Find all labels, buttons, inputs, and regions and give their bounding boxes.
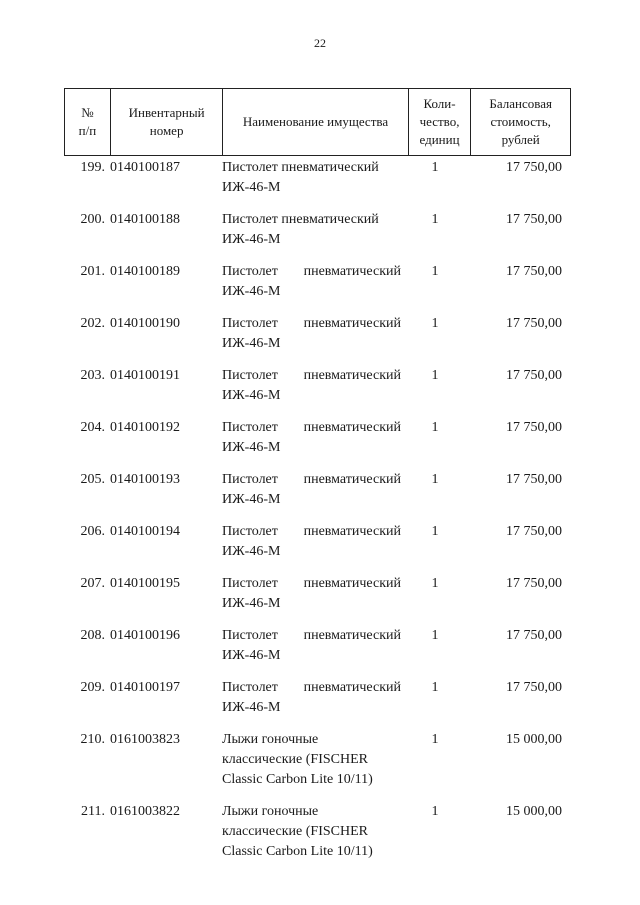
item-name (222, 522, 401, 562)
item-name-line: ИЖ-46-М (222, 700, 281, 715)
balance-value: 17 750,00 (506, 628, 562, 643)
item-name-line: Пистолет пневматический (222, 420, 401, 435)
row-number: 208. (80, 628, 105, 643)
item-name-line: Пистолет пневматический (222, 368, 401, 383)
quantity: 1 (431, 524, 439, 539)
item-name (222, 730, 401, 790)
inventory-number: 0140100192 (110, 420, 180, 435)
balance-value: 17 750,00 (506, 680, 562, 695)
row-number: 203. (80, 368, 105, 383)
quantity: 1 (431, 680, 439, 695)
item-name-line: ИЖ-46-М (222, 492, 281, 507)
balance-value: 17 750,00 (506, 212, 562, 227)
item-name-line: Пистолет пневматический (222, 264, 401, 279)
item-name-line: ИЖ-46-М (222, 180, 281, 195)
inventory-number: 0140100187 (110, 160, 180, 175)
quantity: 1 (431, 264, 439, 279)
inventory-number: 0140100189 (110, 264, 180, 279)
item-name-line: Пистолет пневматический (222, 576, 401, 591)
balance-value: 17 750,00 (506, 420, 562, 435)
item-name-line: Пистолет пневматический (222, 316, 401, 331)
item-name-line: Classic Carbon Lite 10/11) (222, 772, 373, 787)
item-name-line: Лыжи гоночные (222, 804, 319, 819)
inventory-number: 0140100191 (110, 368, 180, 383)
balance-value: 15 000,00 (506, 804, 562, 819)
quantity: 1 (431, 804, 439, 819)
balance-value: 17 750,00 (506, 524, 562, 539)
row-number: 204. (80, 420, 105, 435)
item-name-line: Пистолет пневматический (222, 212, 379, 227)
item-name-line: ИЖ-46-М (222, 388, 281, 403)
item-name-line: Пистолет пневматический (222, 680, 401, 695)
row-number: 211. (81, 804, 105, 819)
item-name-line: ИЖ-46-М (222, 440, 281, 455)
item-name (222, 262, 401, 302)
item-name-line: классические (FISCHER (222, 752, 368, 767)
header-value: Балансовая стоимость, рублей (489, 96, 552, 147)
item-name (222, 314, 401, 354)
item-name (222, 626, 401, 666)
balance-value: 17 750,00 (506, 576, 562, 591)
inventory-number: 0140100196 (110, 628, 180, 643)
item-name (222, 210, 401, 250)
item-name-line: Classic Carbon Lite 10/11) (222, 844, 373, 859)
item-name-line: ИЖ-46-М (222, 648, 281, 663)
quantity: 1 (431, 628, 439, 643)
item-name-line: Пистолет пневматический (222, 628, 401, 643)
row-number: 209. (80, 680, 105, 695)
balance-value: 17 750,00 (506, 264, 562, 279)
row-number: 206. (80, 524, 105, 539)
inventory-number: 0140100193 (110, 472, 180, 487)
item-name-line: Пистолет пневматический (222, 524, 401, 539)
item-name (222, 418, 401, 458)
balance-value: 17 750,00 (506, 316, 562, 331)
inventory-number: 0140100194 (110, 524, 180, 539)
inventory-number: 0140100188 (110, 212, 180, 227)
item-name (222, 366, 401, 406)
quantity: 1 (431, 368, 439, 383)
item-name-line: Лыжи гоночные (222, 732, 319, 747)
item-name-line: ИЖ-46-М (222, 232, 281, 247)
header-inventory: Инвентарный номер (111, 89, 224, 155)
row-number: 199. (80, 160, 105, 175)
quantity: 1 (431, 576, 439, 591)
row-number: 201. (80, 264, 105, 279)
item-name (222, 802, 401, 862)
item-name-line: ИЖ-46-М (222, 596, 281, 611)
item-name-line: ИЖ-46-М (222, 544, 281, 559)
balance-value: 17 750,00 (506, 368, 562, 383)
item-name-line: Пистолет пневматический (222, 160, 379, 175)
item-name (222, 678, 401, 718)
inventory-number: 0140100195 (110, 576, 180, 591)
row-number: 202. (80, 316, 105, 331)
balance-value: 17 750,00 (506, 472, 562, 487)
quantity: 1 (431, 420, 439, 435)
row-number: 200. (80, 212, 105, 227)
item-name (222, 574, 401, 614)
quantity: 1 (431, 316, 439, 331)
table-header (64, 88, 571, 156)
inventory-number: 0161003822 (110, 804, 180, 819)
item-name-line: ИЖ-46-М (222, 336, 281, 351)
row-number: 205. (80, 472, 105, 487)
item-name (222, 470, 401, 510)
page-number: 22 (314, 36, 326, 50)
balance-value: 17 750,00 (506, 160, 562, 175)
inventory-number: 0161003823 (110, 732, 180, 747)
item-name-line: ИЖ-46-М (222, 284, 281, 299)
quantity: 1 (431, 732, 439, 747)
item-name (222, 158, 401, 198)
header-number: № п/п (65, 89, 111, 155)
row-number: 207. (80, 576, 105, 591)
header-name: Наименование имущества (223, 89, 408, 155)
row-number: 210. (80, 732, 105, 747)
quantity: 1 (431, 472, 439, 487)
item-name-line: Пистолет пневматический (222, 472, 401, 487)
quantity: 1 (431, 212, 439, 227)
balance-value: 15 000,00 (506, 732, 562, 747)
inventory-number: 0140100197 (110, 680, 180, 695)
header-quantity: Коли- чество, единиц (409, 89, 472, 155)
inventory-number: 0140100190 (110, 316, 180, 331)
quantity: 1 (431, 160, 439, 175)
item-name-line: классические (FISCHER (222, 824, 368, 839)
